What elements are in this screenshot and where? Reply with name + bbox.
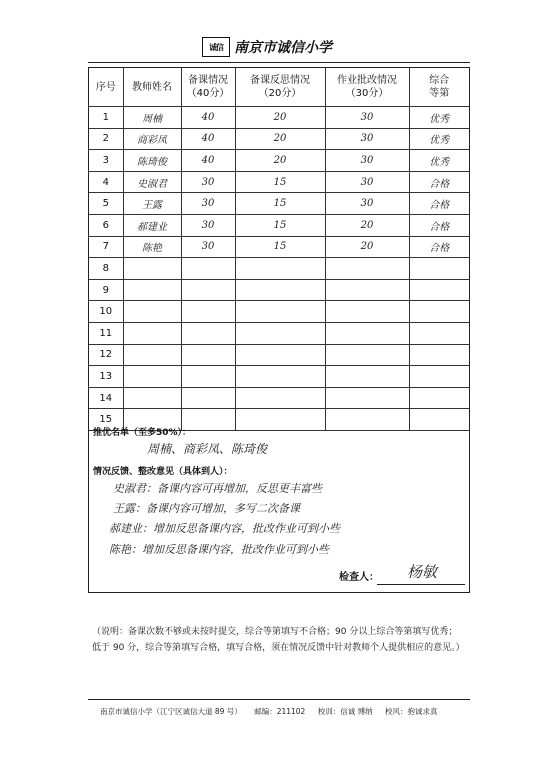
table-row: [89, 150, 469, 172]
overall-grade: 合格: [409, 193, 469, 215]
row-index: 12: [89, 344, 123, 366]
row-index: 11: [89, 322, 123, 344]
overall-grade: [409, 409, 469, 431]
homework-score: [325, 301, 409, 323]
teacher-name: [123, 366, 181, 388]
prep-score: [181, 322, 235, 344]
row-index: 2: [89, 128, 123, 150]
overall-grade: [409, 258, 469, 280]
table-header-row: [89, 68, 469, 107]
feedback-line: 王露：备课内容可增加，多写二次备课: [113, 502, 300, 515]
reflection-score: 15: [235, 171, 325, 193]
reflection-score: [235, 301, 325, 323]
col-header-reflection: 备课反思情况 （20分）: [235, 68, 325, 107]
table-row: [89, 366, 469, 388]
feedback-line: 史淑君：备课内容可再增加，反思更丰富些: [113, 482, 322, 495]
reflection-score: [235, 366, 325, 388]
overall-grade: 合格: [409, 236, 469, 258]
row-index: 7: [89, 236, 123, 258]
feedback-line: 郝建业：增加反思备课内容，批改作业可到小些: [109, 522, 340, 535]
teacher-name: [123, 322, 181, 344]
row-index: 4: [89, 171, 123, 193]
row-index: 6: [89, 214, 123, 236]
row-index: 3: [89, 150, 123, 172]
homework-score: 30: [325, 171, 409, 193]
overall-grade: [409, 344, 469, 366]
col-header-homework: 作业批改情况 （30分）: [325, 68, 409, 107]
recommend-names: 周楠、商彩凤、陈琦俊: [147, 442, 268, 456]
teacher-name: 王露: [123, 193, 181, 215]
overall-grade: [409, 301, 469, 323]
prep-score: [181, 301, 235, 323]
school-header: [202, 36, 352, 58]
prep-score: [181, 366, 235, 388]
row-index: 8: [89, 258, 123, 280]
col-header-prep: 备课情况 （40分）: [181, 68, 235, 107]
row-index: 13: [89, 366, 123, 388]
overall-grade: 合格: [409, 214, 469, 236]
overall-grade: 优秀: [409, 128, 469, 150]
table-row: [89, 107, 469, 129]
reflection-score: 15: [235, 236, 325, 258]
overall-grade: [409, 366, 469, 388]
reflection-score: [235, 322, 325, 344]
prep-score: [181, 344, 235, 366]
overall-grade: [409, 279, 469, 301]
homework-score: 30: [325, 128, 409, 150]
inspection-sheet: [88, 67, 470, 593]
page-footer: [100, 706, 480, 717]
prep-score: [181, 387, 235, 409]
table-row: [89, 344, 469, 366]
table-row: [89, 258, 469, 280]
footer-rule: [88, 699, 470, 700]
inspection-table: [89, 68, 469, 431]
teacher-name: 郝建业: [123, 214, 181, 236]
table-row: [89, 171, 469, 193]
teacher-name: 商彩凤: [123, 128, 181, 150]
inspector-signature: 杨敏: [407, 563, 438, 581]
teacher-name: 周楠: [123, 107, 181, 129]
table-row: [89, 387, 469, 409]
teacher-name: [123, 301, 181, 323]
feedback-line: 陈艳：增加反思备课内容，批改作业可到小些: [109, 543, 329, 556]
reflection-score: [235, 279, 325, 301]
col-header-index: 序号: [89, 68, 123, 107]
homework-score: [325, 387, 409, 409]
homework-score: [325, 258, 409, 280]
table-row: [89, 322, 469, 344]
overall-grade: [409, 387, 469, 409]
prep-score: 30: [181, 236, 235, 258]
school-name: 南京市诚信小学: [234, 40, 332, 56]
homework-score: [325, 409, 409, 431]
header-rule: [88, 62, 470, 63]
homework-score: 30: [325, 193, 409, 215]
overall-grade: 合格: [409, 171, 469, 193]
prep-score: 40: [181, 107, 235, 129]
reflection-score: [235, 409, 325, 431]
reflection-score: 20: [235, 128, 325, 150]
row-index: 10: [89, 301, 123, 323]
inspector-label: 检查人：: [339, 572, 379, 583]
overall-grade: 优秀: [409, 150, 469, 172]
signature-line: [377, 584, 465, 585]
teacher-name: 陈艳: [123, 236, 181, 258]
col-header-grade: 综合 等第: [409, 68, 469, 107]
table-row: [89, 128, 469, 150]
overall-grade: 优秀: [409, 107, 469, 129]
reflection-score: 20: [235, 107, 325, 129]
table-row: [89, 193, 469, 215]
feedback-label: 情况反馈、整改意见（具体到人）：: [93, 467, 233, 477]
recommend-label: 推优名单（至多50%）：: [93, 428, 192, 438]
school-logo: 诚信: [202, 37, 230, 57]
homework-score: 20: [325, 236, 409, 258]
prep-score: 40: [181, 150, 235, 172]
reflection-score: 15: [235, 214, 325, 236]
reflection-score: 20: [235, 150, 325, 172]
table-row: [89, 214, 469, 236]
homework-score: [325, 279, 409, 301]
prep-score: 30: [181, 214, 235, 236]
homework-score: [325, 366, 409, 388]
reflection-score: [235, 387, 325, 409]
row-index: 1: [89, 107, 123, 129]
teacher-name: 陈琦俊: [123, 150, 181, 172]
homework-score: 20: [325, 214, 409, 236]
reflection-score: [235, 258, 325, 280]
table-row: [89, 236, 469, 258]
homework-score: [325, 344, 409, 366]
explanation-note: [92, 624, 512, 656]
overall-grade: [409, 322, 469, 344]
teacher-name: [123, 344, 181, 366]
row-index: 9: [89, 279, 123, 301]
footer-style: 校风：抱诚求真: [385, 707, 438, 716]
reflection-score: [235, 344, 325, 366]
table-row: [89, 279, 469, 301]
prep-score: 40: [181, 128, 235, 150]
footer-address: 南京市诚信小学（江宁区诚信大道 89 号）: [100, 707, 242, 716]
footer-motto: 校训：信诚 博纳: [317, 707, 373, 716]
col-header-name: 教师姓名: [123, 68, 181, 107]
prep-score: 30: [181, 193, 235, 215]
teacher-name: [123, 258, 181, 280]
reflection-score: 15: [235, 193, 325, 215]
note-line: （说明：备课次数不够或未按时提交，综合等第填写不合格；90 分以上综合等第填写优秀；: [92, 627, 458, 637]
note-line: 低于 90 分，综合等第填写合格，填写合格，须在情况反馈中针对教师个人提供相应的意见。）: [92, 643, 465, 653]
homework-score: 30: [325, 150, 409, 172]
teacher-name: [123, 279, 181, 301]
footer-postcode: 邮编：211102: [254, 707, 306, 716]
row-index: 14: [89, 387, 123, 409]
table-row: [89, 301, 469, 323]
teacher-name: [123, 387, 181, 409]
row-index: 15: [89, 409, 123, 431]
teacher-name: 史淑君: [123, 171, 181, 193]
homework-score: [325, 322, 409, 344]
homework-score: 30: [325, 107, 409, 129]
row-index: 5: [89, 193, 123, 215]
prep-score: 30: [181, 171, 235, 193]
prep-score: [181, 279, 235, 301]
prep-score: [181, 258, 235, 280]
